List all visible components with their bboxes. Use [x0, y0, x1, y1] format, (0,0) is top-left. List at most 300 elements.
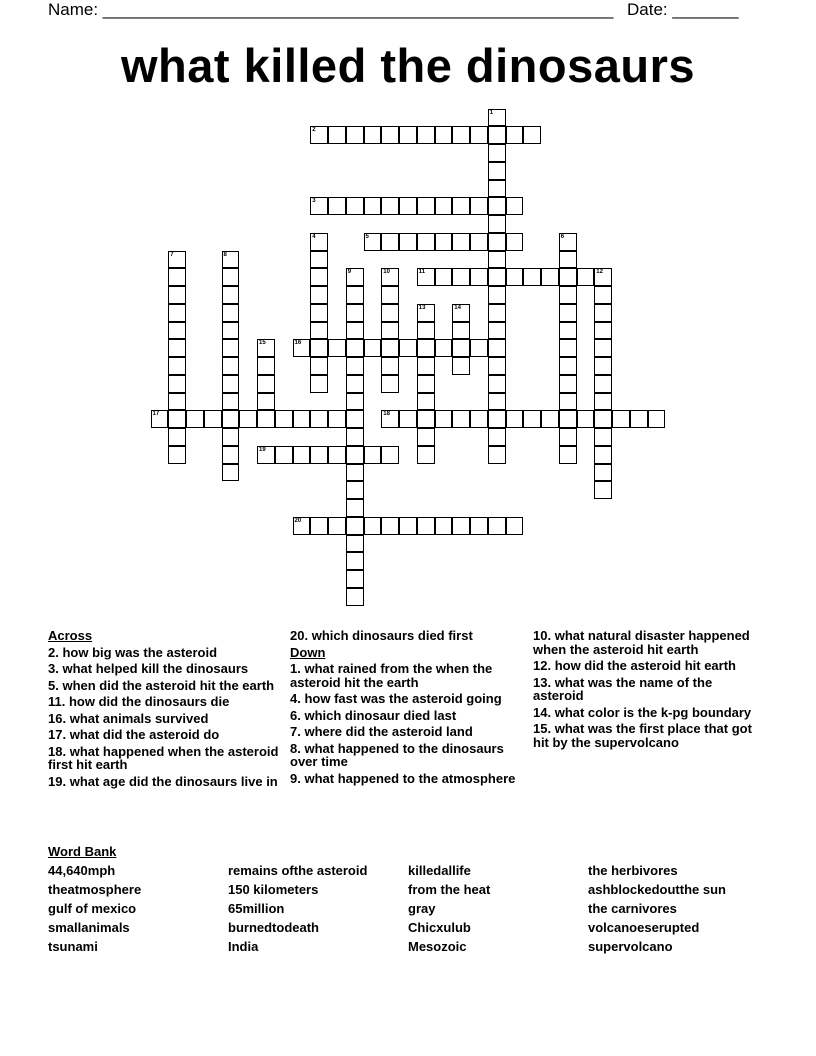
crossword-cell[interactable] [648, 410, 666, 428]
clue-down-item [290, 709, 522, 723]
crossword-cell[interactable] [275, 446, 293, 464]
crossword-cell[interactable] [310, 446, 328, 464]
clue-number: 18 [383, 411, 390, 418]
clue-down-item [533, 659, 765, 673]
crossword-cell[interactable] [381, 446, 399, 464]
crossword-cell[interactable] [452, 197, 470, 215]
clue-number: 17 [152, 411, 160, 418]
crossword-cell[interactable] [381, 304, 399, 322]
crossword-cell[interactable] [417, 393, 435, 411]
crossword-cell[interactable] [293, 517, 311, 535]
crossword-cell[interactable] [399, 197, 417, 215]
crossword-cell[interactable] [488, 357, 506, 375]
crossword-cell[interactable] [470, 126, 488, 144]
clue-across-item [48, 728, 280, 742]
clue-number-label: 10. [533, 628, 552, 643]
clue-down-item [290, 662, 522, 689]
crossword-cell[interactable] [594, 375, 612, 393]
crossword-cell[interactable] [346, 588, 364, 606]
crossword-cell[interactable] [222, 268, 240, 286]
clue-text: what animals survived [69, 710, 209, 726]
clue-number-label: 1. [290, 661, 301, 676]
crossword-cell[interactable] [452, 268, 470, 286]
crossword-cell[interactable] [257, 393, 275, 411]
crossword-cell[interactable] [381, 410, 399, 428]
crossword-cell[interactable] [488, 233, 506, 251]
crossword-cell[interactable] [346, 464, 364, 482]
crossword-cell[interactable] [239, 410, 257, 428]
crossword-cell[interactable] [559, 357, 577, 375]
crossword-cell[interactable] [559, 410, 577, 428]
crossword-cell[interactable] [417, 410, 435, 428]
crossword-cell[interactable] [488, 162, 506, 180]
crossword-cell[interactable] [594, 428, 612, 446]
crossword-cell[interactable] [452, 339, 470, 357]
crossword-cell[interactable] [594, 446, 612, 464]
crossword-cell[interactable] [594, 304, 612, 322]
word-bank-item: supervolcano [588, 939, 673, 954]
clue-across-item [48, 679, 280, 693]
clue-across-item [48, 662, 280, 676]
crossword-cell[interactable] [381, 375, 399, 393]
crossword-cell[interactable] [452, 357, 470, 375]
word-bank-item: 65million [228, 901, 285, 916]
crossword-cell[interactable] [168, 428, 186, 446]
crossword-cell[interactable] [417, 517, 435, 535]
crossword-cell[interactable] [488, 286, 506, 304]
clue-number-label: 19. [48, 773, 67, 789]
crossword-cell[interactable] [470, 339, 488, 357]
crossword-cell[interactable] [559, 286, 577, 304]
crossword-cell[interactable] [417, 375, 435, 393]
clue-across-item [48, 775, 280, 789]
clue-text: what was the name of the asteroid [533, 674, 713, 703]
crossword-cell[interactable] [559, 428, 577, 446]
crossword-cell[interactable] [257, 339, 275, 357]
clue-text: how fast was the asteroid going [304, 691, 502, 706]
crossword-cell[interactable] [417, 197, 435, 215]
crossword-cell[interactable] [594, 481, 612, 499]
crossword-cell[interactable] [310, 517, 328, 535]
crossword-cell[interactable] [328, 126, 346, 144]
across-heading: Across [48, 628, 93, 643]
crossword-cell[interactable] [186, 410, 204, 428]
crossword-cell[interactable] [417, 357, 435, 375]
clue-text: what happened to the atmosphere [304, 770, 516, 786]
crossword-cell[interactable] [452, 517, 470, 535]
crossword-cell[interactable] [559, 393, 577, 411]
crossword-cell[interactable] [328, 517, 346, 535]
crossword-cell[interactable] [222, 304, 240, 322]
crossword-cell[interactable] [470, 517, 488, 535]
crossword-cell[interactable] [470, 233, 488, 251]
crossword-cell[interactable] [417, 268, 435, 286]
crossword-cell[interactable] [594, 339, 612, 357]
crossword-cell[interactable] [577, 410, 595, 428]
clue-text: what rained from the when the asteroid hit the earth [290, 661, 493, 690]
crossword-cell[interactable] [381, 339, 399, 357]
clue-number: 3 [312, 198, 316, 205]
crossword-cell[interactable] [523, 268, 541, 286]
crossword-cell[interactable] [559, 233, 577, 251]
crossword-cell[interactable] [346, 570, 364, 588]
crossword-cell[interactable] [381, 357, 399, 375]
clue-text: what helped kill the dinosaurs [62, 661, 249, 676]
crossword-cell[interactable] [346, 499, 364, 517]
crossword-cell[interactable] [168, 410, 186, 428]
word-bank-item: theatmosphere [48, 882, 142, 897]
crossword-cell[interactable] [346, 268, 364, 286]
crossword-cell[interactable] [222, 410, 240, 428]
clue-number: 4 [312, 233, 316, 240]
crossword-cell[interactable] [488, 251, 506, 269]
clue-number-label: 4. [290, 691, 301, 706]
crossword-cell[interactable] [559, 322, 577, 340]
clue-text: when did the asteroid hit the earth [62, 677, 275, 693]
crossword-cell[interactable] [346, 552, 364, 570]
crossword-cell[interactable] [293, 339, 311, 357]
crossword-cell[interactable] [488, 375, 506, 393]
word-bank-item: gulf of mexico [48, 901, 137, 916]
page-title: what killed the dinosaurs [121, 39, 695, 92]
clue-number: 14 [454, 304, 461, 311]
crossword-cell[interactable] [328, 339, 346, 357]
word-bank-item: killedallife [408, 863, 471, 878]
crossword-cell[interactable] [488, 446, 506, 464]
clue-across-item [48, 745, 280, 772]
crossword-cell[interactable] [222, 251, 240, 269]
crossword-cell[interactable] [541, 410, 559, 428]
clue-column-1 [48, 629, 280, 791]
clue-text: what color is the k-pg boundary [554, 704, 752, 720]
crossword-cell[interactable] [470, 197, 488, 215]
clue-number: 20 [294, 517, 302, 524]
clue-number: 11 [418, 269, 426, 276]
crossword-cell[interactable] [452, 410, 470, 428]
crossword-cell[interactable] [488, 517, 506, 535]
clue-text: where did the asteroid land [304, 724, 473, 739]
crossword-cell[interactable] [594, 393, 612, 411]
clue-down-item [533, 722, 765, 749]
crossword-cell[interactable] [559, 268, 577, 286]
crossword-cell[interactable] [381, 268, 399, 286]
crossword-cell[interactable] [488, 268, 506, 286]
crossword-cell[interactable] [594, 322, 612, 340]
crossword-cell[interactable] [168, 446, 186, 464]
crossword-cell[interactable] [506, 126, 524, 144]
crossword-cell[interactable] [435, 339, 453, 357]
clue-number: 1 [489, 109, 494, 116]
clue-text: which dinosaurs died first [311, 628, 473, 643]
crossword-cell[interactable] [346, 126, 364, 144]
crossword-cell[interactable] [417, 304, 435, 322]
crossword-cell[interactable] [399, 339, 417, 357]
crossword-cell[interactable] [346, 197, 364, 215]
crossword-cell[interactable] [310, 126, 328, 144]
word-bank-item: Mesozoic [408, 939, 467, 954]
crossword-cell[interactable] [559, 304, 577, 322]
crossword-cell[interactable] [435, 410, 453, 428]
clue-text: how did the dinosaurs die [68, 694, 230, 709]
crossword-cell[interactable] [452, 126, 470, 144]
clue-text: what age did the dinosaurs live in [69, 773, 278, 789]
crossword-cell[interactable] [346, 393, 364, 411]
crossword-cell[interactable] [364, 339, 382, 357]
crossword-cell[interactable] [346, 357, 364, 375]
crossword-cell[interactable] [594, 410, 612, 428]
crossword-cell[interactable] [488, 215, 506, 233]
down-heading: Down [290, 644, 326, 660]
crossword-cell[interactable] [417, 233, 435, 251]
crossword-cell[interactable] [222, 393, 240, 411]
clue-down-item [290, 725, 522, 739]
crossword-cell[interactable] [612, 410, 630, 428]
crossword-cell[interactable] [488, 322, 506, 340]
crossword-cell[interactable] [168, 251, 186, 269]
crossword-cell[interactable] [435, 233, 453, 251]
crossword-cell[interactable] [275, 410, 293, 428]
crossword-cell[interactable] [328, 197, 346, 215]
clue-number-label: 17. [48, 727, 67, 742]
crossword-cell[interactable] [364, 517, 382, 535]
clue-number: 19 [259, 446, 266, 453]
crossword-cell[interactable] [506, 197, 524, 215]
clue-number-label: 7. [290, 724, 301, 739]
clue-number-label: 16. [48, 710, 67, 726]
crossword-cell[interactable] [435, 126, 453, 144]
clue-down-item [290, 772, 522, 786]
clue-across-item [48, 695, 280, 709]
crossword-cell[interactable] [257, 410, 275, 428]
clue-number-label: 8. [290, 740, 301, 756]
clue-number: 6 [560, 233, 565, 240]
crossword-cell[interactable] [399, 410, 417, 428]
crossword-cell[interactable] [222, 286, 240, 304]
crossword-cell[interactable] [222, 322, 240, 340]
crossword-cell[interactable] [488, 428, 506, 446]
crossword-cell[interactable] [523, 126, 541, 144]
crossword-cell[interactable] [541, 268, 559, 286]
crossword-cell[interactable] [151, 410, 169, 428]
clue-across-item [48, 712, 280, 726]
crossword-cell[interactable] [168, 322, 186, 340]
clue-number: 7 [170, 251, 174, 258]
crossword-cell[interactable] [310, 268, 328, 286]
clue-number: 2 [312, 127, 316, 134]
crossword-cell[interactable] [364, 233, 382, 251]
crossword-cell[interactable] [310, 357, 328, 375]
crossword-cell[interactable] [364, 197, 382, 215]
crossword-cell[interactable] [310, 286, 328, 304]
crossword-cell[interactable] [310, 375, 328, 393]
crossword-cell[interactable] [328, 446, 346, 464]
crossword-cell[interactable] [310, 322, 328, 340]
crossword-cell[interactable] [506, 233, 524, 251]
crossword-cell[interactable] [168, 339, 186, 357]
clue-number: 8 [223, 251, 227, 258]
name-field-label: Name: ______________________________________________________ [48, 0, 614, 19]
crossword-cell[interactable] [470, 268, 488, 286]
clue-text: which dinosaur died last [304, 707, 457, 723]
crossword-cell[interactable] [346, 322, 364, 340]
crossword-cell[interactable] [506, 517, 524, 535]
word-bank-item: gray [408, 901, 436, 916]
word-bank-item: volcanoeserupted [588, 920, 700, 935]
crossword-cell[interactable] [168, 357, 186, 375]
crossword-cell[interactable] [310, 233, 328, 251]
crossword-cell[interactable] [488, 339, 506, 357]
crossword-cell[interactable] [381, 286, 399, 304]
clue-text: how did the asteroid hit earth [554, 658, 736, 673]
clue-number-label: 14. [533, 704, 552, 720]
crossword-cell[interactable] [222, 428, 240, 446]
clue-down-item [533, 706, 765, 720]
crossword-cell[interactable] [417, 428, 435, 446]
clue-number: 15 [259, 340, 266, 347]
crossword-cell[interactable] [417, 339, 435, 357]
crossword-cell[interactable] [452, 304, 470, 322]
crossword-cell[interactable] [630, 410, 648, 428]
crossword-cell[interactable] [417, 446, 435, 464]
crossword-cell[interactable] [293, 446, 311, 464]
crossword-cell[interactable] [310, 197, 328, 215]
crossword-cell[interactable] [435, 268, 453, 286]
crossword-cell[interactable] [310, 410, 328, 428]
crossword-cell[interactable] [257, 446, 275, 464]
crossword-cell[interactable] [381, 197, 399, 215]
crossword-cell[interactable] [399, 233, 417, 251]
crossword-cell[interactable] [488, 126, 506, 144]
word-bank-item: from the heat [408, 882, 491, 897]
crossword-cell[interactable] [577, 268, 595, 286]
crossword-cell[interactable] [168, 268, 186, 286]
clue-column-3 [533, 629, 765, 752]
word-bank-item: ashblockedoutthe sun [588, 882, 726, 897]
crossword-cell[interactable] [594, 268, 612, 286]
crossword-cell[interactable] [328, 410, 346, 428]
crossword-cell[interactable] [257, 357, 275, 375]
word-bank-heading: Word Bank [48, 844, 117, 859]
clue-number: 5 [365, 233, 369, 240]
crossword-cell[interactable] [346, 481, 364, 499]
crossword-cell[interactable] [222, 464, 240, 482]
crossword-cell[interactable] [488, 304, 506, 322]
crossword-cell[interactable] [168, 375, 186, 393]
clue-number-label: 13. [533, 674, 552, 690]
crossword-cell[interactable] [523, 410, 541, 428]
crossword-cell[interactable] [435, 197, 453, 215]
word-bank-item: burnedtodeath [228, 920, 319, 935]
crossword-cell[interactable] [488, 180, 506, 198]
clue-column-2 [290, 629, 522, 788]
crossword-cell[interactable] [346, 535, 364, 553]
crossword-cell[interactable] [204, 410, 222, 428]
crossword-cell[interactable] [346, 517, 364, 535]
crossword-cell[interactable] [399, 126, 417, 144]
crossword-cell[interactable] [364, 126, 382, 144]
clue-text: what was the first place that got hit by the supervolcano [533, 721, 752, 750]
clue-down-item [290, 692, 522, 706]
crossword-cell[interactable] [488, 393, 506, 411]
crossword-cell[interactable] [381, 322, 399, 340]
crossword-cell[interactable] [346, 304, 364, 322]
crossword-cell[interactable] [594, 286, 612, 304]
crossword-cell[interactable] [346, 286, 364, 304]
crossword-cell[interactable] [168, 286, 186, 304]
clue-number: 10 [383, 269, 390, 276]
crossword-cell[interactable] [222, 446, 240, 464]
crossword-cell[interactable] [346, 339, 364, 357]
crossword-cell[interactable] [168, 304, 186, 322]
crossword-cell[interactable] [417, 126, 435, 144]
crossword-cell[interactable] [488, 197, 506, 215]
crossword-cell[interactable] [488, 109, 506, 127]
crossword-cell[interactable] [222, 339, 240, 357]
crossword-cell[interactable] [381, 233, 399, 251]
clue-number: 13 [418, 304, 426, 311]
clue-number: 16 [294, 340, 302, 347]
crossword-cell[interactable] [310, 304, 328, 322]
crossword-cell[interactable] [346, 375, 364, 393]
crossword-cell[interactable] [452, 233, 470, 251]
clue-text: what happened when the asteroid first hit earth [48, 743, 279, 772]
crossword-cell[interactable] [346, 428, 364, 446]
crossword-cell[interactable] [452, 322, 470, 340]
crossword-cell[interactable] [381, 126, 399, 144]
crossword-cell[interactable] [470, 410, 488, 428]
word-bank-item: Chicxulub [408, 920, 471, 935]
clue-number: 12 [596, 269, 603, 276]
clue-number-label: 12. [533, 658, 552, 673]
clue-number-label: 9. [290, 770, 301, 786]
word-bank-item: smallanimals [48, 920, 130, 935]
crossword-cell[interactable] [594, 464, 612, 482]
crossword-cell[interactable] [559, 251, 577, 269]
crossword-cell[interactable] [594, 357, 612, 375]
crossword-cell[interactable] [506, 268, 524, 286]
crossword-cell[interactable] [168, 393, 186, 411]
word-bank-item: remains ofthe asteroid [228, 863, 368, 878]
clue-down-item [290, 742, 522, 769]
crossword-cell[interactable] [293, 410, 311, 428]
clue-text: how big was the asteroid [62, 644, 218, 660]
crossword-cell[interactable] [488, 144, 506, 162]
crossword-cell[interactable] [222, 375, 240, 393]
crossword-cell[interactable] [310, 251, 328, 269]
crossword-cell[interactable] [559, 446, 577, 464]
clue-down-item [533, 629, 765, 656]
crossword-cell[interactable] [435, 517, 453, 535]
word-bank-item: India [228, 939, 259, 954]
crossword-cell[interactable] [310, 339, 328, 357]
crossword-cell[interactable] [559, 375, 577, 393]
clue-number-label: 6. [290, 707, 301, 723]
word-bank-item: the herbivores [588, 863, 678, 878]
crossword-cell[interactable] [364, 446, 382, 464]
crossword-cell[interactable] [222, 357, 240, 375]
crossword-cell[interactable] [399, 517, 417, 535]
clue-across-item [290, 629, 522, 643]
crossword-cell[interactable] [257, 375, 275, 393]
crossword-cell[interactable] [346, 446, 364, 464]
crossword-cell[interactable] [506, 410, 524, 428]
crossword-cell[interactable] [346, 410, 364, 428]
crossword-cell[interactable] [417, 322, 435, 340]
crossword-cell[interactable] [381, 517, 399, 535]
crossword-cell[interactable] [559, 339, 577, 357]
crossword-cell[interactable] [488, 410, 506, 428]
clue-number-label: 20. [290, 628, 309, 643]
